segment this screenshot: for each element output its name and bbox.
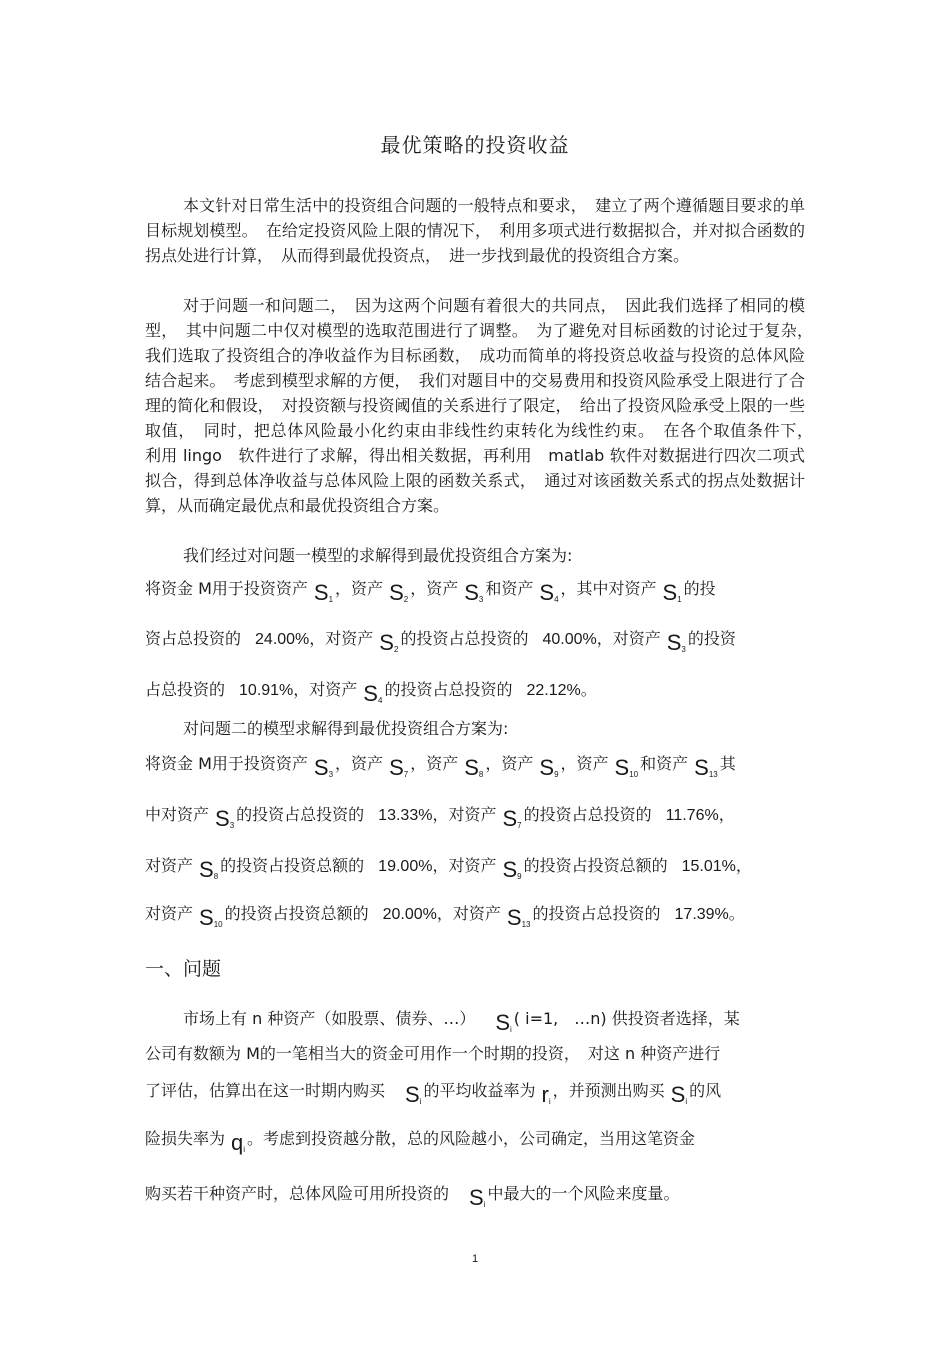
- asset-symbol: $S_{10}$: [199, 905, 223, 930]
- q2-intro: 对问题二的模型求解得到最优投资组合方案为:: [183, 719, 509, 738]
- asset-symbol: $S_2$: [389, 580, 409, 605]
- text: 的投资占投资总额的: [523, 856, 668, 875]
- asset-symbol: $S_{13}$: [506, 905, 531, 930]
- text: 占总投资的: [145, 680, 226, 699]
- percentage-value: 22.12%: [526, 682, 581, 699]
- text: 对资产: [145, 856, 194, 875]
- text: ，资产: [485, 754, 534, 773]
- text: ，对资产: [596, 629, 661, 648]
- text: 购买若干种资产时，总体风险可用所投资的: [145, 1184, 450, 1203]
- document-title: 最优策略的投资收益: [380, 133, 570, 157]
- text: 的投资占投资总额的: [224, 904, 369, 923]
- q2-line-4: [145, 899, 810, 940]
- text: ，对资产: [436, 904, 501, 923]
- q1-line-3: [145, 675, 810, 716]
- asset-symbol: $S_1$: [662, 580, 682, 605]
- asset-symbol: $S_9$: [539, 755, 559, 780]
- percentage-value: 40.00%: [542, 631, 597, 648]
- asset-symbol: $S_i$: [469, 1185, 486, 1210]
- percentage-value: 17.39%: [674, 906, 729, 923]
- text: 和资产: [640, 754, 689, 773]
- text: 的投资占总投资的: [532, 904, 661, 923]
- asset-symbol: $S_i$: [670, 1082, 688, 1107]
- q1-line-2: [145, 624, 810, 665]
- section1-line-4: [145, 1124, 810, 1165]
- text: ，资产: [410, 754, 459, 773]
- asset-symbol: $S_4$: [363, 681, 383, 706]
- text: 了评估，估算出在这一时期内购买: [145, 1081, 386, 1100]
- text: 其: [719, 754, 736, 773]
- text: ，对资产: [432, 805, 497, 824]
- text: 的投资占总投资的: [384, 680, 513, 699]
- abstract-paragraph-2: 对于问题一和问题二， 因为这两个问题有着很大的共同点， 因此我们选择了相同的模型， 其中问题二中仅对模型的选取范围进行了调整。 为了避免对目标函数的讨论过于复杂， 我们选取了投资组合的净收益作为目标函数， 成功而简单的将投资总收益与投资的总体风险结合起来。 考虑到模型求解的方便， 我们对题目中的交易费用和投资风险承受上限进行了合理的简化和假设， 对投资额与投资阈值的关系进行了限定， 给出了投资风险承受上限的一些取值， 同时，把总体风险最小化约束由非线性约束转化为线性约束。 在各个取值条件下， 利用 lingo 软件进行了求解，得出相关数据，再利用 matlab 软件对数据进行四次二项式拟合，得到总体净收益与总体风险上限的函数关系式， 通过对该函数关系式的拐点处数据计算，从而确定最优点和最优投资组合方案。: [145, 296, 822, 515]
- text: 。考虑到投资越分散，总的风险越小，公司确定，当用这笔资金: [247, 1129, 696, 1148]
- asset-symbol: $S_7$: [389, 755, 409, 780]
- percentage-value: 15.01%: [681, 858, 736, 875]
- text: ，: [735, 856, 752, 875]
- text: 的风: [689, 1081, 722, 1100]
- asset-symbol: $S_3$: [313, 755, 334, 780]
- text: ，资产: [335, 754, 384, 773]
- return-rate-symbol: $r_i$: [541, 1082, 551, 1107]
- text: 将资金 M用于投资资产: [145, 579, 308, 598]
- q2-line-1: [145, 749, 810, 790]
- text: 中最大的一个风险来度量。: [487, 1184, 680, 1203]
- q2-line-3: [145, 851, 810, 892]
- asset-symbol: $S_{13}$: [694, 755, 718, 780]
- text: ，对资产: [432, 856, 497, 875]
- text: 的投资占总投资的: [236, 805, 365, 824]
- text: ，资产: [410, 579, 459, 598]
- text: ，资产: [560, 754, 609, 773]
- text: 市场上有 n 种资产（如股票、债券、…）: [183, 1009, 476, 1028]
- abstract-paragraph-3: 我们经过对问题一模型的求解得到最优投资组合方案为:: [183, 546, 573, 565]
- text: 的投资占投资总额的: [220, 856, 365, 875]
- page-number: 1: [471, 1253, 479, 1265]
- text: ，资产: [335, 579, 384, 598]
- asset-symbol: $S_4$: [539, 580, 559, 605]
- asset-symbol: $S_9$: [502, 857, 522, 882]
- text: ，并预测出购买: [552, 1081, 665, 1100]
- asset-symbol: $S_3$: [666, 630, 686, 655]
- text: 。: [728, 904, 745, 923]
- section1-line-2: 公司有数额为 M的一笔相当大的资金可用作一个时期的投资， 对这 n 种资产进行: [145, 1044, 721, 1063]
- text: 的平均收益率为: [423, 1081, 536, 1100]
- text: 和资产: [485, 579, 534, 598]
- asset-symbol: $S_8$: [464, 755, 484, 780]
- asset-symbol: $S_i$: [405, 1082, 422, 1107]
- text: 。: [580, 680, 597, 699]
- asset-symbol: $S_7$: [502, 806, 522, 831]
- text: 将资金 M用于投资资产: [145, 754, 308, 773]
- section1-line-3: [145, 1076, 810, 1117]
- percentage-value: 13.33%: [378, 807, 433, 824]
- asset-symbol: $S_8$: [199, 857, 219, 882]
- text: 的投资占总投资的: [400, 629, 529, 648]
- text: ，: [718, 805, 735, 824]
- loss-rate-symbol: $q_i$: [231, 1130, 246, 1155]
- percentage-value: 20.00%: [382, 906, 437, 923]
- asset-symbol: $S_1$: [313, 580, 334, 605]
- text: 对资产: [145, 904, 194, 923]
- text: ，对资产: [293, 680, 358, 699]
- text: 的投资占总投资的: [523, 805, 652, 824]
- q2-line-2: [145, 800, 810, 841]
- section1-line-5: [145, 1179, 810, 1220]
- abstract-paragraph-1: 本文针对日常生活中的投资组合问题的一般特点和要求， 建立了两个遵循题目要求的单目标规划模型。 在给定投资风险上限的情况下， 利用多项式进行数据拟合，并对拟合函数的拐点处进行计算， 从而得到最优投资点， 进一步找到最优的投资组合方案。: [145, 196, 805, 265]
- text: 资占总投资的: [145, 629, 242, 648]
- text: 的投: [683, 579, 716, 598]
- text: 的投资: [687, 629, 736, 648]
- text: ，对资产: [309, 629, 374, 648]
- percentage-value: 24.00%: [255, 631, 310, 648]
- percentage-value: 19.00%: [378, 858, 433, 875]
- text: ，其中对资产: [560, 579, 657, 598]
- text: 险损失率为: [145, 1129, 226, 1148]
- q1-line-1: [145, 574, 810, 615]
- asset-symbol: $S_2$: [379, 630, 399, 655]
- text: ( i=1, …n) 供投资者选择，某: [513, 1009, 740, 1028]
- asset-symbol: $S_3$: [215, 806, 235, 831]
- asset-symbol: $S_i$: [495, 1010, 512, 1035]
- section-heading: 一、问题: [145, 958, 222, 980]
- text: 中对资产: [145, 805, 210, 824]
- asset-symbol: $S_{10}$: [614, 755, 639, 780]
- percentage-value: 10.91%: [239, 682, 294, 699]
- asset-symbol: $S_3$: [464, 580, 484, 605]
- percentage-value: 11.76%: [665, 807, 719, 824]
